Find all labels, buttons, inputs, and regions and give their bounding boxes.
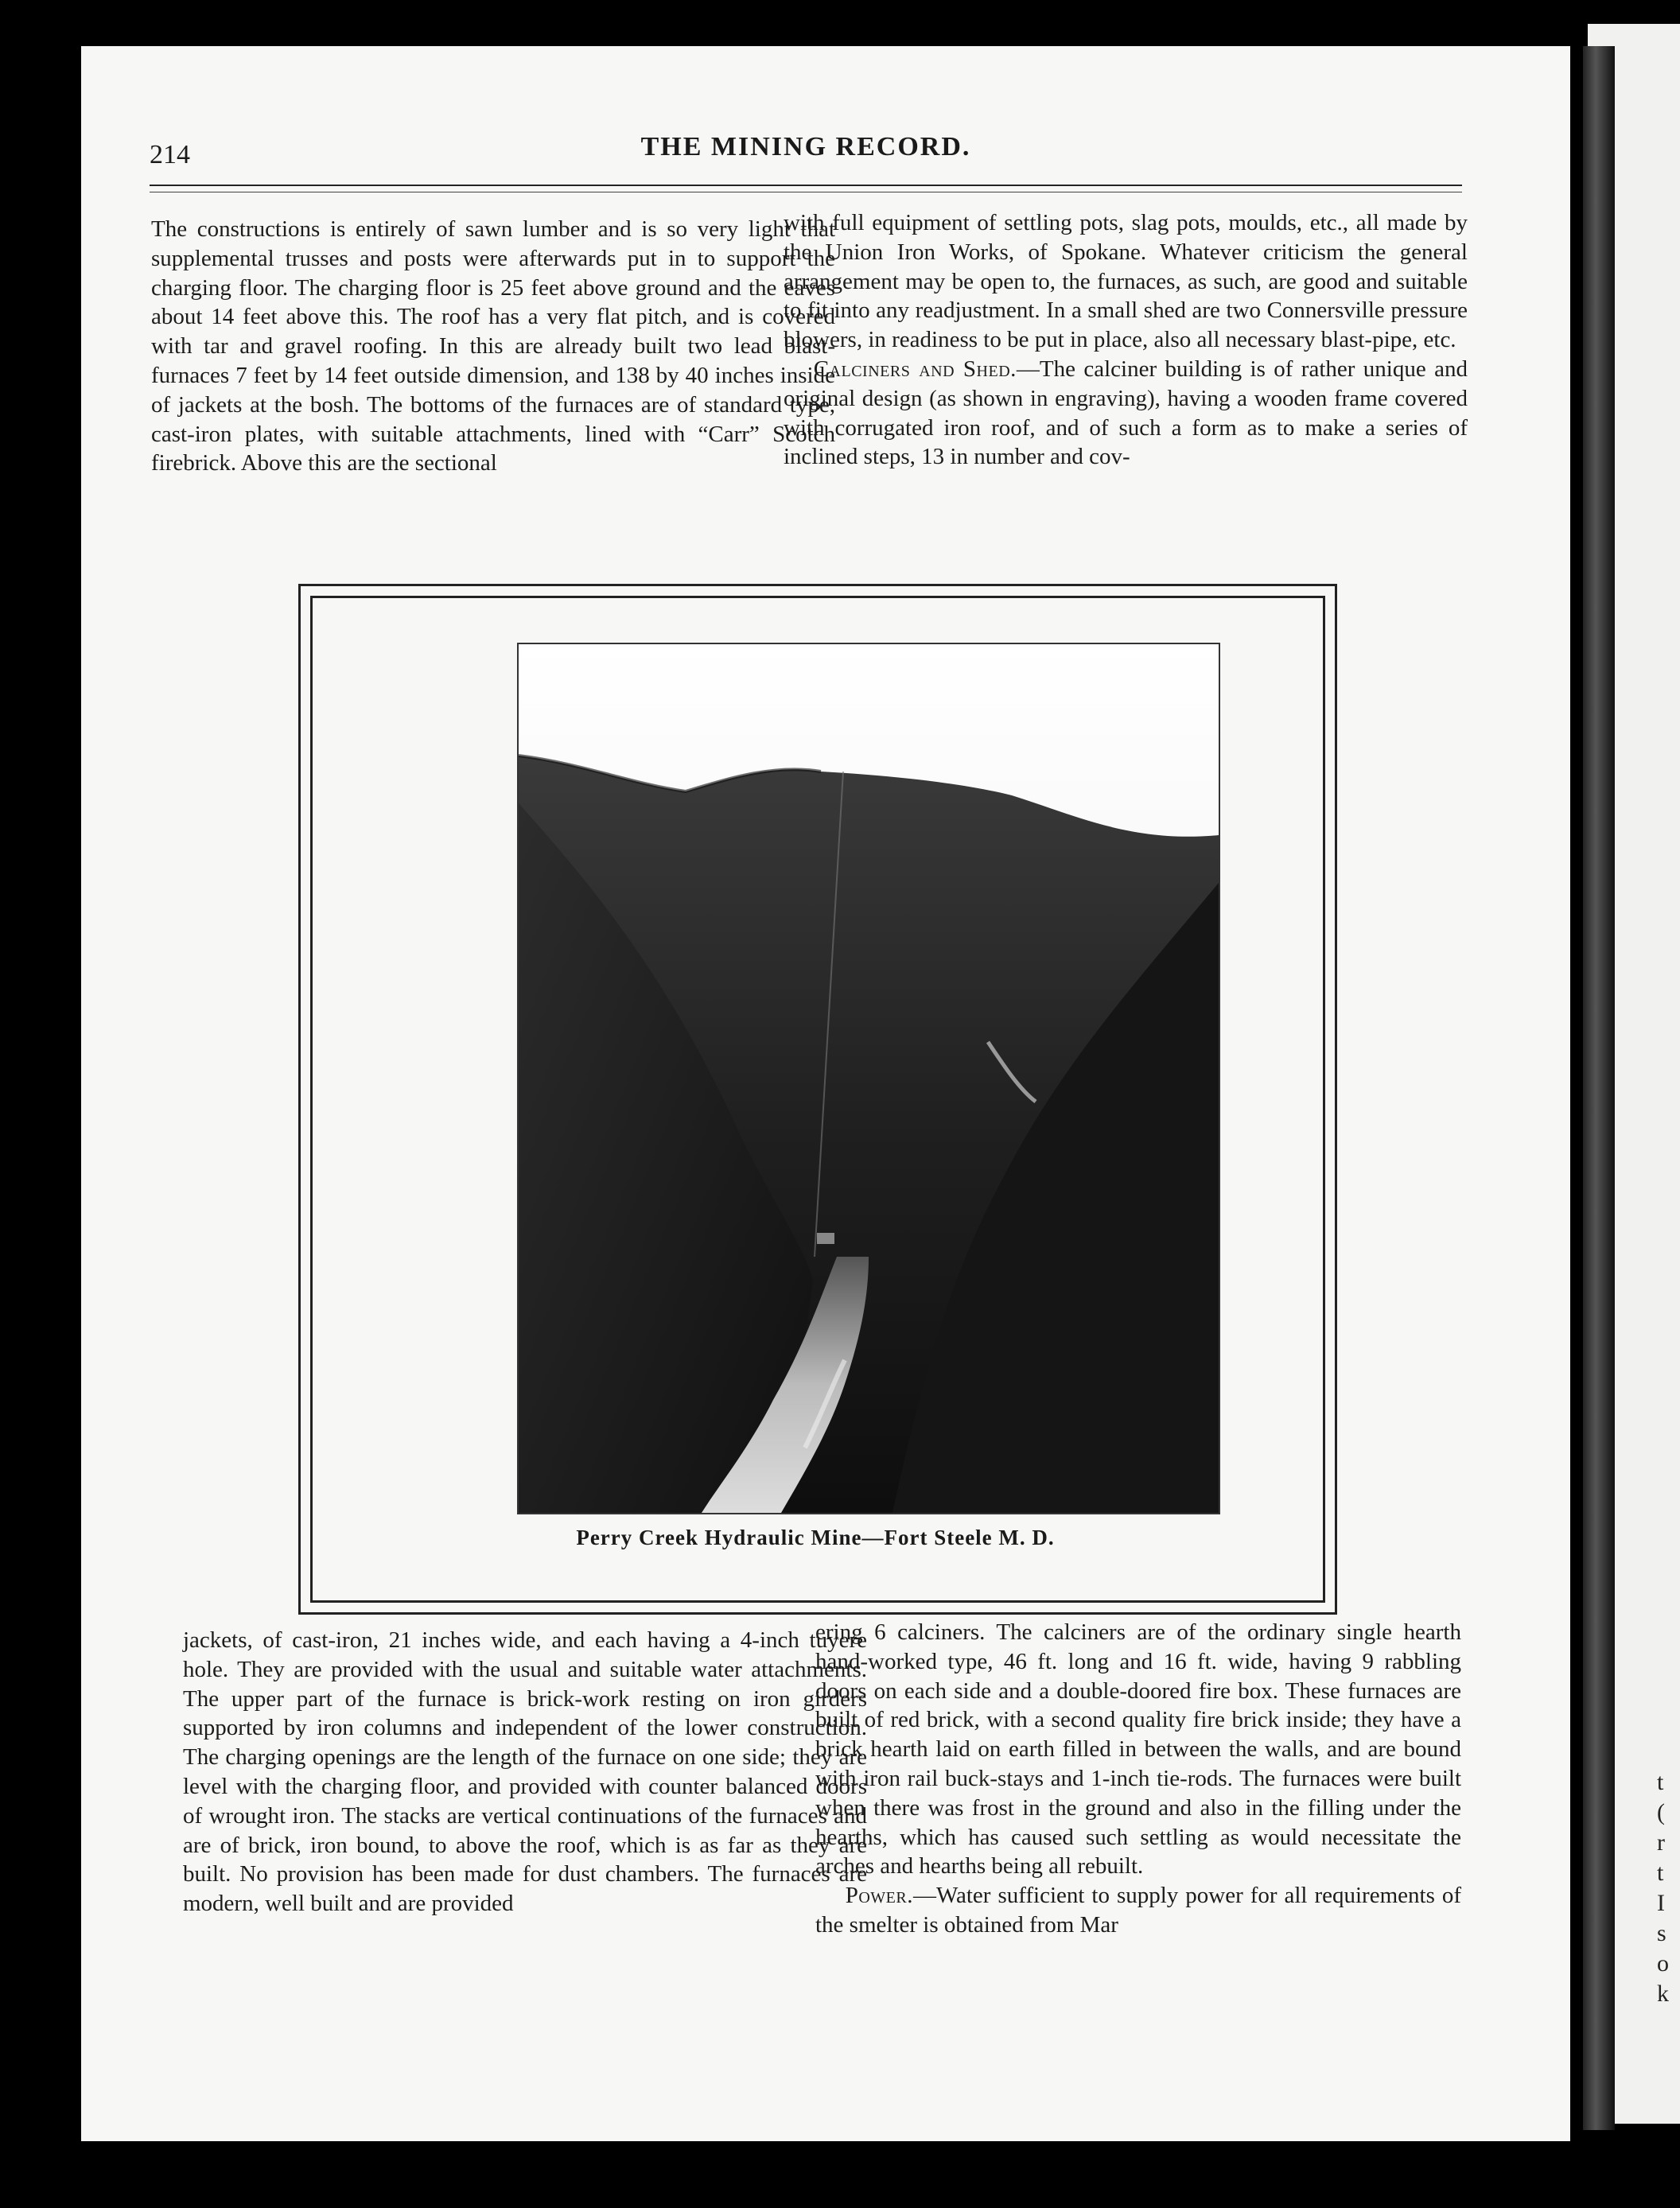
fragment-letter: r <box>1657 1829 1665 1856</box>
paragraph: jackets, of cast-iron, 21 inches wide, and each having a 4-inch tuyere hole. They are provided with the usual and suitable water attachments. The upper part of the furnace is brick-work resting on iron girders supported by iron columns and independent of the lower construction. The charging openings are the length of the furnace on one side; they are level with the charging floor, and provided with counter balanced doors of wrought iron. The stacks are vertical continuations of the furnaces and are of brick, iron bound, to above the roof, which is as far as they are built. No provision has been made for dust chambers. The furnaces are modern, well built and are provided <box>183 1627 867 1917</box>
section-heading-calciners: Calciners and Shed. <box>813 356 1017 382</box>
column-bottom-left <box>183 1626 867 1918</box>
figure-caption: Perry Creek Hydraulic Mine—Fort Steele M. D. <box>576 1526 1055 1549</box>
mine-photograph <box>517 643 1220 1514</box>
page-number: 214 <box>150 140 190 169</box>
paragraph-text: —Water sufficient to supply power for all requirements of the smelter is obtained from Mar <box>815 1883 1461 1938</box>
running-title: THE MINING RECORD. <box>640 132 971 161</box>
mountain-valley-image <box>519 644 1219 1513</box>
paragraph: ering 6 calciners. The calciners are of the ordinary single hearth hand-worked type, 46 ft. long and 16 ft. wide, having 9 rabbling doors on each side and a double-doored fire box. These furnaces are built of red brick, with a second quality fire brick inside; they have a brick hearth laid on earth filled in between the walls, and are bound with iron rail buck-stays and 1-inch tie-rods. The furnaces were built when there was frost in the ground and also in the filling under the hearths, which has caused such settling as would necessitate the arches and hearths being all rebuilt. <box>815 1619 1461 1880</box>
header-rule <box>150 185 1462 192</box>
fragment-letter: t <box>1657 1860 1664 1886</box>
fragment-letter: I <box>1657 1890 1665 1916</box>
fragment-letter: s <box>1657 1920 1666 1946</box>
fragment-letter: k <box>1657 1981 1669 2007</box>
fragment-letter: t <box>1657 1769 1664 1795</box>
page-header <box>150 122 1462 170</box>
column-top-left <box>151 215 835 478</box>
fragment-letter: o <box>1657 1950 1669 1977</box>
paragraph-power <box>815 1881 1461 1940</box>
page-gutter-shadow <box>1583 46 1615 2130</box>
paragraph: The constructions is entirely of sawn lumber and is so very light that supplemental trusses and posts were afterwards put in to support the charging floor. The charging floor is 25 feet above ground and the eaves about 14 feet above this. The roof has a very flat pitch, and is covered with tar and gravel roofing. In this are already built two lead blast-furnaces 7 feet by 14 feet outside dimension, and 138 by 40 inches inside of jackets at the bosh. The bottoms of the furnaces are of standard type, cast-iron plates, with suitable attachments, lined with “Carr” Scotch firebrick. Above this are the sectional <box>151 216 835 476</box>
paragraph: with full equipment of settling pots, slag pots, moulds, etc., all made by the Union Iron Works, of Spokane. Whatever criticism the general arrangement may be open to, the furnaces, as such, are good and suitable to fit into any readjustment. In a small shed are two Connersville pressure blowers, in readiness to be put in place, also all necessary blast-pipe, etc. <box>784 210 1468 353</box>
section-heading-power: Power. <box>845 1883 913 1909</box>
column-bottom-right <box>815 1618 1461 1940</box>
paragraph-calciners <box>784 355 1468 472</box>
fragment-letter: ( <box>1657 1799 1665 1825</box>
column-top-right <box>784 208 1468 472</box>
paragraph-text: —The calciner building is of rather unique and original design (as shown in engraving), having a wooden frame covered with corrugated iron roof, and of such a form as to make a series of inclined steps, 13 in number and cov- <box>784 356 1468 470</box>
